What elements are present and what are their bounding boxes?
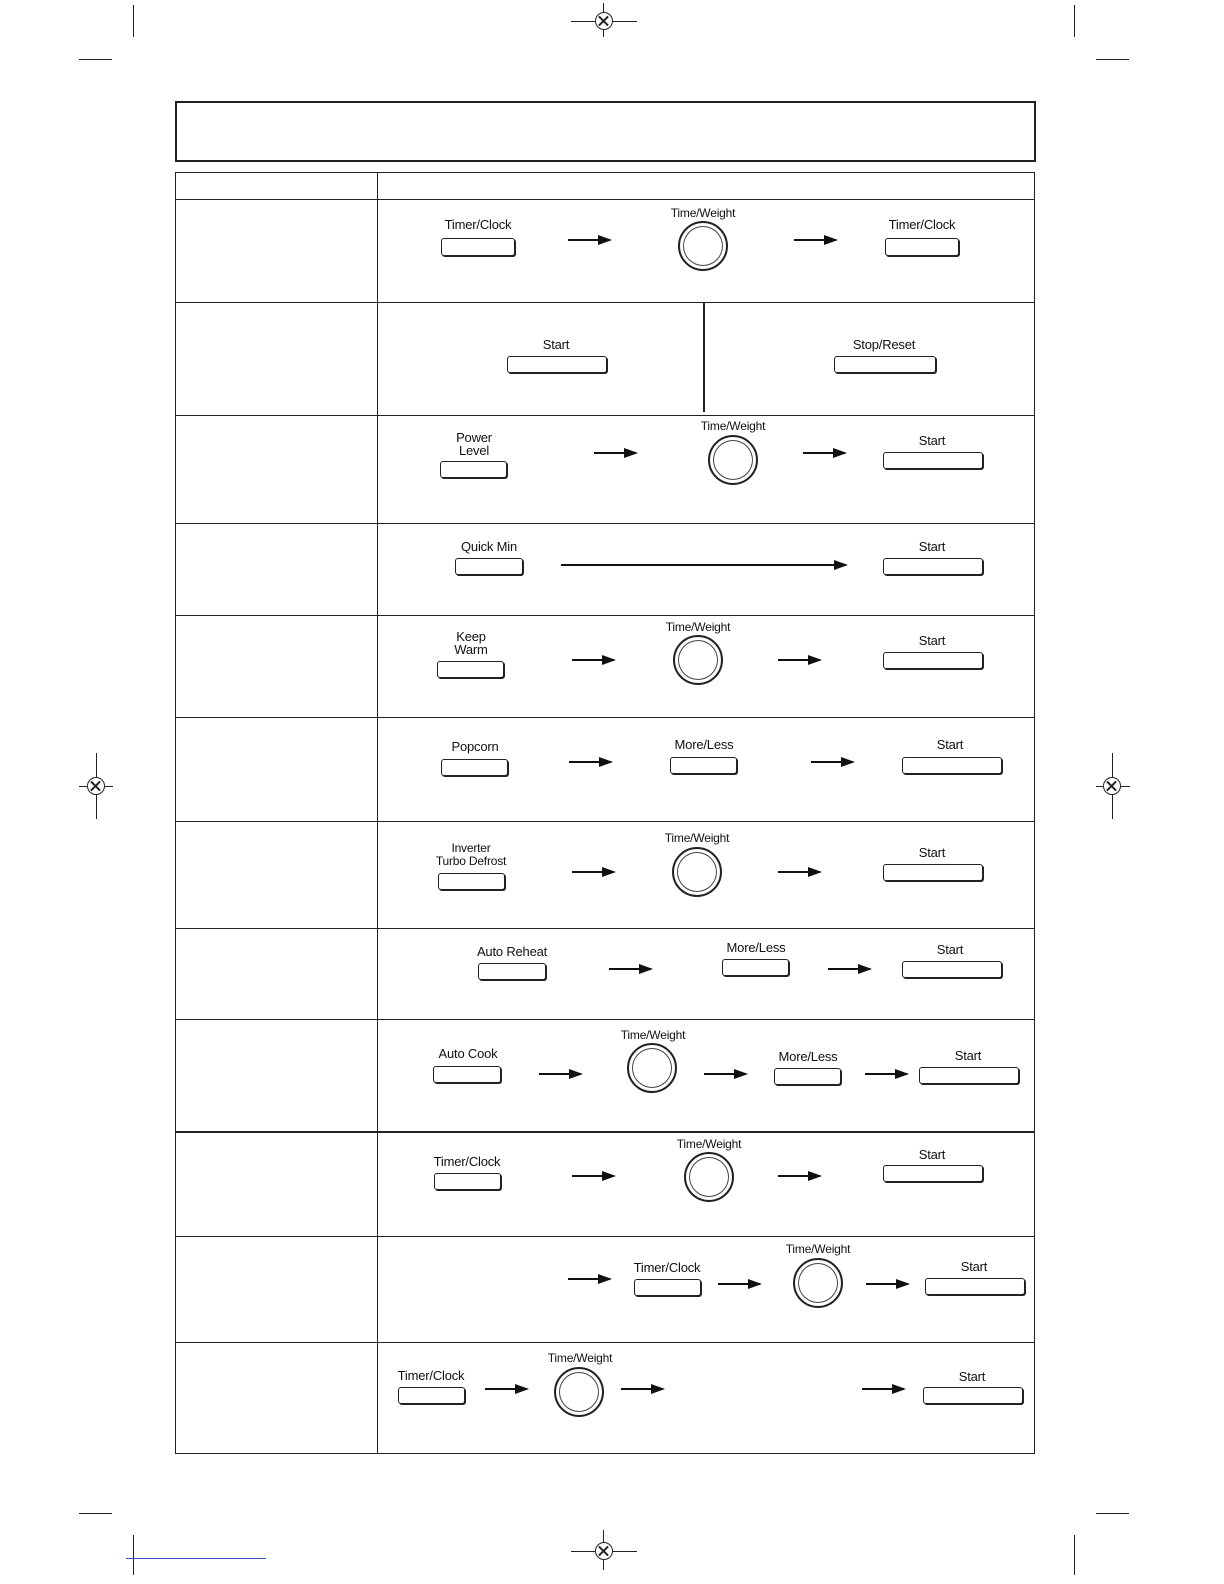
timer-clock-label: Timer/Clock (633, 1260, 701, 1275)
start-label: Start (918, 539, 946, 554)
keep-warm-button[interactable] (437, 661, 504, 678)
auto-cook-button[interactable] (433, 1066, 501, 1083)
arrow-icon (865, 1073, 907, 1075)
stop-reset-label: Stop/Reset (852, 337, 916, 352)
margin-guide-line (126, 1558, 266, 1559)
start-button[interactable] (883, 1165, 983, 1182)
timer-clock-button[interactable] (398, 1387, 465, 1404)
arrow-icon (568, 1278, 610, 1280)
time-weight-label: Time/Weight (547, 1351, 613, 1365)
more-less-label: More/Less (726, 940, 786, 955)
row-divider (175, 1019, 1034, 1020)
inverter-turbo-defrost-button[interactable] (438, 873, 505, 890)
row-divider (175, 615, 1034, 616)
start-button[interactable] (923, 1387, 1023, 1404)
inverter-label: Inverter (451, 841, 491, 855)
row-divider (175, 717, 1034, 718)
time-weight-label: Time/Weight (700, 419, 766, 433)
arrow-icon (561, 564, 846, 566)
arrow-icon (794, 239, 836, 241)
crop-mark (1074, 1535, 1075, 1575)
start-label: Start (918, 845, 946, 860)
row-divider (175, 415, 1034, 416)
arrow-icon (811, 761, 853, 763)
start-button[interactable] (507, 356, 607, 373)
time-weight-label: Time/Weight (670, 206, 736, 220)
start-button[interactable] (925, 1278, 1025, 1295)
row-divider (175, 821, 1034, 822)
auto-reheat-label: Auto Reheat (476, 944, 548, 959)
start-label: Start (936, 737, 964, 752)
start-label: Start (918, 1147, 946, 1162)
timer-clock-button[interactable] (885, 238, 959, 256)
timer-clock-label: Timer/Clock (433, 1154, 501, 1169)
row-divider (175, 523, 1034, 524)
auto-cook-label: Auto Cook (438, 1046, 498, 1061)
time-weight-label: Time/Weight (665, 620, 731, 634)
registration-mark-icon (595, 1542, 613, 1560)
start-button[interactable] (902, 757, 1002, 774)
arrow-icon (704, 1073, 746, 1075)
arrow-icon (572, 659, 614, 661)
row-divider (175, 1131, 1034, 1133)
title-box (175, 101, 1036, 162)
time-weight-dial[interactable] (684, 1152, 734, 1202)
start-button[interactable] (883, 558, 983, 575)
registration-mark-icon (1103, 777, 1121, 795)
time-weight-dial[interactable] (678, 221, 728, 271)
arrow-icon (572, 871, 614, 873)
power-label: Power (456, 430, 492, 445)
arrow-icon (569, 761, 611, 763)
start-label: Start (954, 1048, 982, 1063)
keep-label: Keep (456, 629, 486, 644)
arrow-icon (778, 1175, 820, 1177)
auto-reheat-button[interactable] (478, 963, 546, 980)
crop-mark (1096, 59, 1129, 60)
start-label: Start (936, 942, 964, 957)
registration-mark-icon (87, 777, 105, 795)
more-less-label: More/Less (778, 1049, 838, 1064)
start-button[interactable] (919, 1067, 1019, 1084)
header-row-divider (175, 199, 1034, 200)
start-button[interactable] (902, 961, 1002, 978)
more-less-button[interactable] (774, 1068, 841, 1085)
quick-min-label: Quick Min (461, 539, 517, 554)
timer-clock-button[interactable] (434, 1173, 501, 1190)
start-button[interactable] (883, 652, 983, 669)
start-button[interactable] (883, 452, 983, 469)
timer-clock-button[interactable] (441, 238, 515, 256)
arrow-icon (718, 1283, 760, 1285)
start-label: Start (542, 337, 570, 352)
arrow-icon (594, 452, 636, 454)
more-less-label: More/Less (674, 737, 734, 752)
start-label: Start (958, 1369, 986, 1384)
row-divider (175, 1236, 1034, 1237)
crop-mark (79, 1513, 112, 1514)
time-weight-dial[interactable] (672, 847, 722, 897)
time-weight-dial[interactable] (708, 435, 758, 485)
column-divider (377, 172, 378, 1453)
level-label: Level (458, 443, 490, 458)
popcorn-label: Popcorn (451, 739, 499, 754)
start-label: Start (918, 633, 946, 648)
more-less-button[interactable] (722, 959, 789, 976)
warm-label: Warm (454, 642, 488, 657)
crop-mark (1074, 5, 1075, 37)
crop-mark (133, 1535, 134, 1575)
arrow-icon (866, 1283, 908, 1285)
arrow-icon (778, 659, 820, 661)
start-button[interactable] (883, 864, 983, 881)
time-weight-dial[interactable] (673, 635, 723, 685)
power-level-button[interactable] (440, 461, 507, 478)
more-less-button[interactable] (670, 757, 737, 774)
arrow-icon (778, 871, 820, 873)
row-divider (175, 928, 1034, 929)
arrow-icon (539, 1073, 581, 1075)
start-label: Start (960, 1259, 988, 1274)
arrow-icon (828, 968, 870, 970)
arrow-icon (803, 452, 845, 454)
stop-reset-button[interactable] (834, 356, 936, 373)
time-weight-label: Time/Weight (620, 1028, 686, 1042)
crop-mark (133, 5, 134, 37)
arrow-icon (609, 968, 651, 970)
time-weight-dial[interactable] (793, 1258, 843, 1308)
arrow-icon (568, 239, 610, 241)
popcorn-button[interactable] (441, 759, 508, 776)
arrow-icon (862, 1388, 904, 1390)
time-weight-label: Time/Weight (664, 831, 730, 845)
quick-min-button[interactable] (455, 558, 523, 575)
arrow-icon (621, 1388, 663, 1390)
timer-clock-label: Timer/Clock (397, 1368, 465, 1383)
turbo-defrost-label: Turbo Defrost (435, 854, 507, 868)
time-weight-label: Time/Weight (785, 1242, 851, 1256)
timer-clock-label: Timer/Clock (444, 217, 512, 232)
time-weight-dial[interactable] (627, 1043, 677, 1093)
registration-mark-icon (595, 12, 613, 30)
row-divider (175, 1342, 1034, 1343)
row-divider (175, 302, 1034, 303)
timer-clock-label: Timer/Clock (888, 217, 956, 232)
crop-mark (79, 59, 112, 60)
time-weight-label: Time/Weight (676, 1137, 742, 1151)
start-label: Start (918, 433, 946, 448)
timer-clock-button[interactable] (634, 1279, 701, 1296)
time-weight-dial[interactable] (554, 1367, 604, 1417)
arrow-icon (485, 1388, 527, 1390)
crop-mark (1096, 1513, 1129, 1514)
arrow-icon (572, 1175, 614, 1177)
start-stop-divider (703, 302, 705, 412)
